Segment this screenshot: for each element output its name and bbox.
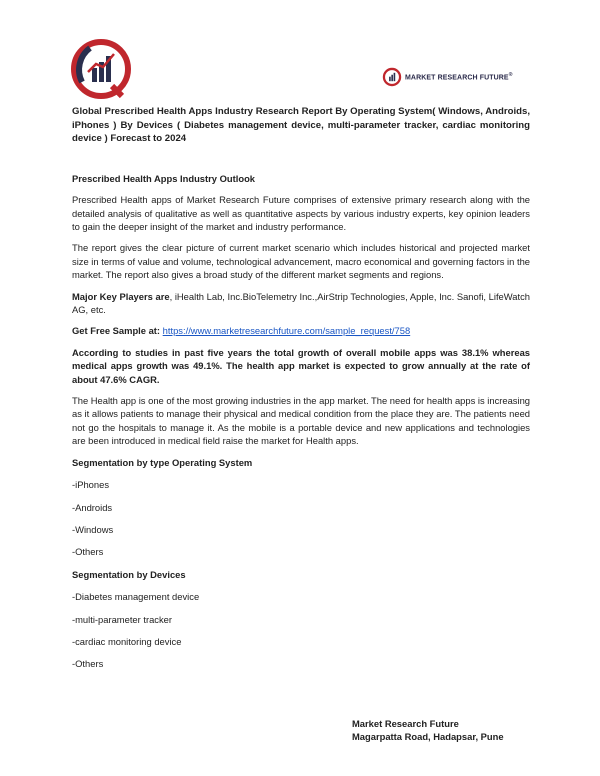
- list-item: -Androids: [72, 501, 113, 513]
- sample-line: [72, 324, 530, 337]
- list-item: -Diabetes management device: [72, 591, 200, 603]
- segmentation-os-heading: Segmentation by type Operating System: [72, 456, 253, 468]
- footer-address: [352, 717, 504, 743]
- list-item: -Others: [72, 546, 104, 558]
- brand-header: [382, 67, 513, 87]
- paragraph-key-players: [72, 290, 530, 317]
- paragraph-stats: According to studies in past five years the total growth of overall mobile apps was 38.1% whereas medical apps growth was 49.1%. The health app market is expected to grow annually at the rate of about 47.6% CAGR.: [72, 346, 530, 385]
- brand-name: MARKET RESEARCH FUTURE®: [405, 72, 513, 82]
- outlook-heading: Prescribed Health Apps Industry Outlook: [72, 172, 256, 184]
- paragraph-scenario: The report gives the clear picture of current market scenario which includes historical and projected market size in terms of value and volume, technological advancement, macro economical and governing factors in the market. The report also gives a broad study of the different market segments and regions.: [72, 242, 530, 281]
- paragraph-intro: Prescribed Health apps of Market Research Future comprises of extensive primary research along with the detailed analysis of qualitative as well as quantitative aspects by various industry experts, key opinion leaders to gain the deeper insight of the market and industry performance.: [72, 194, 530, 232]
- list-item: -cardiac monitoring device: [72, 635, 182, 647]
- list-item: -Windows: [72, 523, 114, 535]
- sample-link[interactable]: https://www.marketresearchfuture.com/sample_request/758: [162, 325, 411, 337]
- brand-mark-icon: [382, 67, 402, 87]
- paragraph-health-app: The Health app is one of the most growing industries in the app market. The need for health apps is increasing as it allows patients to manage their physical and medical condition from the place they are. The patients need not go the hospitals to manage it. As the mobile is a portable device and new applications and technologies are been introduced in medical field raise the market for Health apps.: [72, 395, 530, 447]
- footer-location: Magarpatta Road, Hadapsar, Pune: [352, 731, 504, 742]
- sample-label: Get Free Sample at:: [72, 325, 161, 337]
- document-body: [72, 105, 530, 671]
- report-title: Global Prescribed Health Apps Industry Research Report By Operating System( Windows, Androids, iPhones ) By Devices ( Diabetes management device, multi-parameter tracker, cardiac monitoring device ) Forecast to 2024: [72, 106, 530, 145]
- key-players-label: Major Key Players are: [72, 290, 170, 302]
- segmentation-devices-heading: Segmentation by Devices: [72, 568, 186, 580]
- brand-logo-icon: [70, 38, 132, 100]
- list-item: -multi-parameter tracker: [72, 613, 173, 625]
- key-players-text: , iHealth Lab, Inc.BioTelemetry Inc.,AirStrip Technologies, Apple, Inc. Sanofi, LifeWatch AG, etc.: [72, 290, 530, 316]
- list-item: -Others: [72, 658, 104, 670]
- list-item: -iPhones: [72, 479, 110, 491]
- footer-company: Market Research Future: [352, 718, 459, 729]
